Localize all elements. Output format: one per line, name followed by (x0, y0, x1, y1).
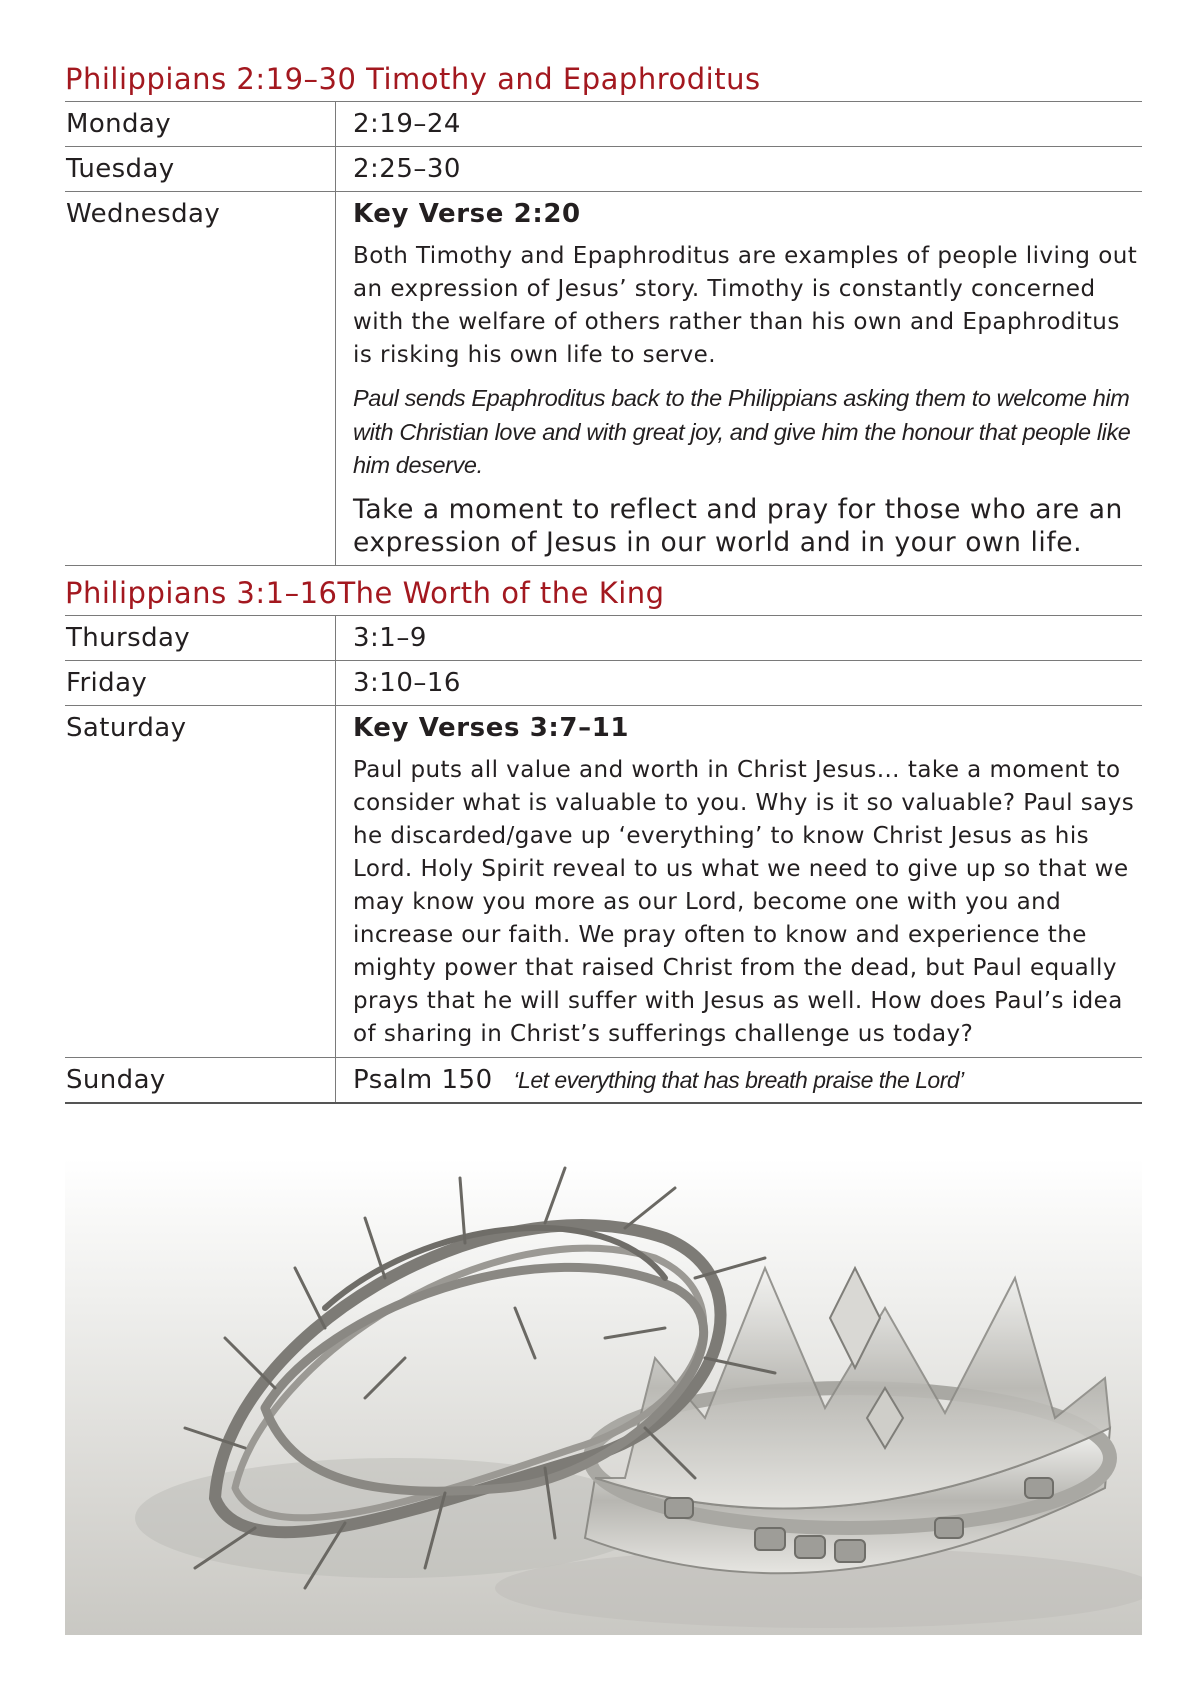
reading-row (65, 661, 1142, 706)
day-label: Friday (66, 667, 148, 698)
italic-note: Paul sends Epaphroditus back to the Philippians asking them to welcome him with Christian love and with great joy, and give him the honour that people like him deserve. (353, 385, 1131, 478)
key-verse-heading: Key Verse 2:20 (353, 199, 581, 229)
reflection-paragraph: Both Timothy and Epaphroditus are examples of people living out an expression of Jesus’ story. Timothy is constantly concerned with the welfare of others rather than his own and Epaphroditus is risking his own life to serve. (353, 243, 1138, 368)
reading-row (65, 147, 1142, 192)
scripture-ref: 3:10–16 (335, 661, 1142, 705)
day-label: Tuesday (66, 154, 175, 184)
key-verse-block (335, 706, 1142, 1057)
day-label: Monday (66, 109, 172, 139)
day-label: Thursday (66, 622, 191, 653)
scripture-ref: 3:1–9 (335, 616, 1142, 660)
crown-illustration-icon (65, 1158, 1142, 1635)
prayer-prompt: Take a moment to reflect and pray for those who are an expression of Jesus in our world and in your own life. (353, 493, 1123, 558)
day-label: Wednesday (66, 199, 221, 229)
key-verse-heading: Key Verses 3:7–11 (353, 712, 630, 743)
section-title: Philippians 3:1–16The Worth of the King (65, 566, 1142, 616)
reading-row (65, 706, 1142, 1058)
key-verse-block (335, 192, 1142, 565)
scripture-ref: 2:25–30 (335, 147, 1142, 191)
devotional-page (65, 52, 1142, 1104)
reflection-paragraph: Paul puts all value and worth in Christ Jesus… take a moment to consider what is valuable to you. Why is it so valuable? Paul says he discarded/gave up ‘everything’ to know Christ Jesus as his Lord. Holy Spirit reveal to us what we need to give up so that we may know you more as our Lord, become one with you and increase our faith. We pray often to know and experience the mighty power that raised Christ from the dead, but Paul equally prays that he will suffer with Jesus as well. How does Paul’s idea of sharing in Christ’s sufferings challenge us today? (353, 756, 1135, 1047)
day-label: Saturday (66, 712, 187, 743)
reading-row (65, 616, 1142, 661)
psalm-cell (335, 1058, 1142, 1102)
section-title: Philippians 2:19–30 Timothy and Epaphroditus (65, 52, 1142, 102)
day-label: Sunday (66, 1064, 166, 1095)
psalm-quote: ‘Let everything that has breath praise the Lord’ (513, 1066, 964, 1093)
reading-row (65, 192, 1142, 566)
scripture-ref: Psalm 150 (353, 1064, 493, 1095)
crown-of-thorns-and-crown-image (65, 1158, 1142, 1635)
reading-row (65, 1058, 1142, 1104)
reading-row (65, 102, 1142, 147)
scripture-ref: 2:19–24 (335, 102, 1142, 146)
